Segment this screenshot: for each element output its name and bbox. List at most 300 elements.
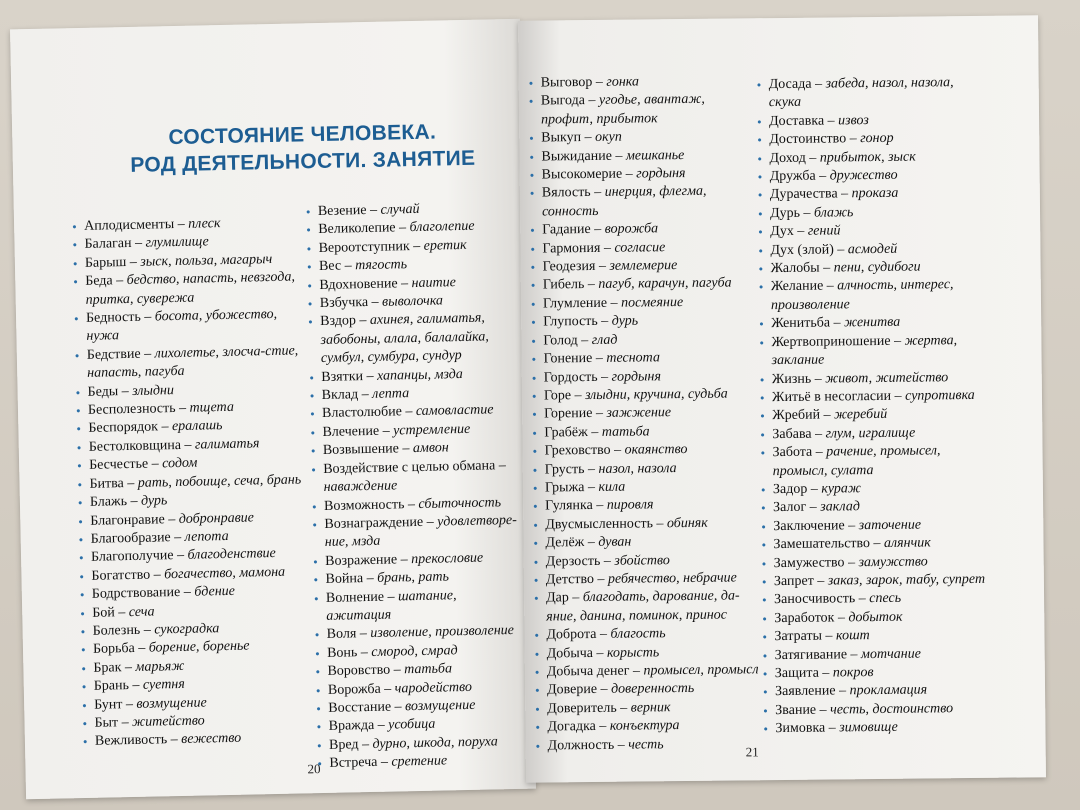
entry-definition: наваждение [323,478,398,496]
entry-term: Грыжа [544,480,585,496]
entry-definition: добыток [848,609,903,626]
entry-term: Болезнь [92,622,141,639]
entry-definition: угодье, авантаж, профит, прибыток [540,92,705,128]
entry-dash: – [170,529,185,546]
entry-dash: – [846,131,861,147]
entry-dash: – [823,278,838,295]
entry-term: Гулянка [545,498,593,514]
entry-definition: устремление [392,421,471,439]
entry-dash: – [404,496,419,512]
entry-dash: – [380,681,395,697]
entry-definition: сбыточность [418,494,502,512]
entry-definition: пагуб, карачун, пагуба [598,275,732,293]
entry-definition: лепота [184,528,229,545]
entry-definition: кила [598,479,626,495]
entry-dash: – [890,333,905,349]
glossary-entry [533,514,758,535]
glossary-entry [530,164,755,185]
entry-definition: прибыток, зыск [819,149,916,166]
entry-term: Взбучка [319,295,369,312]
entry-dash: – [807,481,822,497]
glossary-entry [312,512,523,553]
glossary-entry [531,312,756,333]
entry-dash: – [806,499,821,516]
page-number-left: 20 [307,761,321,777]
entry-dash: – [821,628,837,644]
glossary-entry [531,293,756,314]
entry-definition: гений [807,223,841,239]
glossary-column-3 [529,72,761,755]
entry-definition: лепта [372,386,410,402]
entry-definition: сретение [391,753,448,770]
entry-term: Бестолковщина [88,437,182,455]
entry-definition: благодать, дарование, да-яние, данина, поминок, принос [546,588,740,625]
entry-definition: женитва [844,315,901,331]
entry-term: Голод [543,332,578,349]
entry-definition: гордыня [611,368,662,385]
entry-term: Задор [772,481,808,498]
entry-term: Аплодисменты [83,217,175,234]
entry-dash: – [140,622,155,638]
entry-term: Бедность [85,309,141,326]
page-number-right: 21 [745,744,759,760]
entry-definition: назол, назола [598,460,677,477]
glossary-entry [529,127,754,148]
entry-dash: – [595,719,610,735]
entry-definition: рать, побоище, сеча, брань [137,472,302,491]
glossary-entry [760,387,990,408]
entry-definition: верник [630,699,671,716]
entry-term: Добыча денег [546,663,630,680]
entry-term: Досада [768,76,812,93]
entry-term: Гибель [542,277,585,293]
entry-definition: ахинея, галиматья, забобоны, алала, балалайка, сумбул, сумбура, сундур [320,310,489,367]
entry-dash: – [584,93,600,109]
entry-dash: – [131,236,146,252]
glossary-entry [761,534,991,555]
entry-dash: – [584,479,599,496]
entry-definition: бедство, напасть, невзгода, притка, сувережа [85,269,296,308]
entry-dash: – [815,168,830,184]
entry-definition: спесь [869,591,902,607]
glossary-entry [317,751,527,774]
entry-term: Глупость [543,314,598,330]
entry-dash: – [390,699,406,715]
entry-dash: – [652,515,668,532]
glossary-entry [530,220,755,241]
entry-definition: гонор [860,131,894,147]
entry-term: Вес [318,258,342,275]
entry-definition: галиматья [194,436,260,453]
entry-dash: – [811,426,826,442]
glossary-entry [763,718,993,739]
glossary-entry [762,626,992,647]
entry-dash: – [175,400,190,417]
glossary-entry [760,424,990,445]
entry-term: Воля [326,626,357,643]
entry-dash: – [174,216,189,233]
title-line-2: РОД ДЕЯТЕЛЬНОСТИ. ЗАНЯТИЕ [130,146,476,177]
entry-dash: – [629,663,644,679]
entry-term: Горе [543,388,572,404]
entry-definition: смород, смрад [371,642,458,660]
entry-term: Бунт [94,696,123,713]
entry-definition: еретик [423,237,467,254]
entry-dash: – [577,332,592,348]
entry-definition: гордыня [636,166,686,182]
entry-dash: – [869,536,885,552]
entry-definition: честь, достоинство [830,701,954,718]
entry-dash: – [584,461,599,477]
entry-definition: богачество, мамона [164,564,286,583]
entry-term: Затягивание [774,646,848,663]
entry-definition: пени, судибоги [833,259,921,276]
glossary-entry [536,735,761,756]
right-page [518,15,1046,782]
entry-term: Волнение [325,589,385,606]
entry-dash: – [819,260,834,276]
glossary-entry [535,661,760,682]
glossary-entry [529,72,754,93]
entry-dash: – [837,186,852,202]
entry-definition: усобица [388,717,436,734]
entry-dash: – [811,371,826,387]
glossary-entry [533,532,758,553]
entry-dash: – [150,567,165,583]
entry-definition: покров [832,665,874,681]
entry-definition: наитие [411,274,457,291]
entry-definition: глумилище [145,234,209,252]
entry-definition: изволение, произволение [370,623,515,642]
entry-term: Гадание [542,222,591,238]
entry-definition: зимовище [839,720,898,736]
entry-definition: мотчание [860,646,921,662]
glossary-entry [533,477,758,498]
entry-dash: – [596,682,612,698]
glossary-entry [762,608,992,629]
entry-dash: – [157,419,173,435]
entry-dash: – [422,514,438,530]
entry-definition: хапанцы, мзда [376,366,463,384]
entry-definition: замужство [858,554,928,570]
entry-dash: – [366,202,381,218]
entry-dash: – [114,604,129,620]
entry-definition: согласие [614,239,666,256]
entry-definition: марьяж [135,658,185,675]
entry-term: Богатство [91,567,151,584]
entry-term: Зимовка [775,720,826,737]
glossary-entry [763,700,993,721]
glossary-entry [532,440,757,461]
glossary-entry [530,238,755,259]
entry-definition: самовластие [415,402,494,420]
entry-dash: – [592,350,607,367]
entry-dash: – [358,736,373,753]
entry-dash: – [813,573,828,589]
entry-term: Греховство [544,442,611,459]
entry-dash: – [121,659,136,675]
entry-definition: случай [380,201,420,218]
entry-dash: – [824,113,839,129]
entry-dash: – [592,645,608,661]
entry-dash: – [398,441,414,457]
entry-dash: – [340,258,356,274]
entry-term: Бодрствование [91,585,181,602]
entry-dash: – [367,294,383,311]
entry-definition: брань, рать [376,569,450,586]
entry-dash: – [584,277,599,293]
glossary-entry [83,729,308,752]
entry-term: Выкуп [541,130,582,146]
entry-definition: заточение [858,517,922,533]
entry-definition: тягость [354,257,408,274]
entry-term: Брань [93,678,130,694]
entry-definition: заклад [820,499,860,515]
entry-definition: плеск [188,216,221,232]
entry-term: Барыш [84,254,127,271]
entry-dash: – [846,646,862,662]
entry-dash: – [358,386,373,403]
entry-dash: – [890,388,906,404]
entry-term: Глумление [542,295,608,312]
entry-dash: – [397,551,412,568]
entry-term: Женитьба [771,315,831,332]
entry-term: Догадка [547,719,596,735]
glossary-entry [758,203,988,224]
glossary-column-4 [757,74,994,739]
entry-term: Возможность [323,496,405,514]
glossary-entry [758,166,988,187]
entry-dash: – [173,548,188,564]
entry-definition: алчность, интерес, произволение [770,277,954,313]
entry-dash: – [568,590,583,606]
entry-definition: окаянство [624,442,688,458]
glossary-entry [533,496,758,517]
entry-term: Битва [89,475,124,492]
glossary-entry [758,239,988,260]
glossary-entry [311,457,522,498]
entry-term: Великолепие [318,220,396,238]
glossary-entry [529,146,754,167]
entry-dash: – [401,404,417,420]
entry-term: Вероотступник [318,238,410,256]
glossary-entry [532,385,757,406]
entry-definition: извоз [838,112,869,129]
entry-dash: – [614,737,629,753]
entry-definition: зыск, польза, магарыч [140,251,273,270]
entry-definition: бдение [194,583,236,600]
entry-term: Заключение [773,518,845,534]
entry-dash: – [362,368,378,384]
entry-term: Доверитель [547,700,617,717]
entry-term: Быт [94,715,119,731]
entry-dash: – [616,700,631,716]
entry-dash: – [180,584,195,601]
entry-dash: – [140,346,155,362]
entry-definition: забеда, назол, назола, скука [768,75,954,111]
glossary-entry [757,74,987,113]
entry-term: Вежливость [94,732,168,750]
entry-term: Беспорядок [88,419,159,437]
glossary-entry [308,309,519,369]
entry-dash: – [835,683,850,699]
entry-dash: – [592,406,607,422]
entry-term: Ворожба [327,681,381,698]
entry-definition: ералашь [171,418,223,435]
entry-definition: удовлетворе-ние, мзда [324,512,517,551]
entry-definition: тщета [189,399,235,416]
glossary-entry [757,111,987,132]
glossary-entry [534,569,759,590]
entry-term: Двусмысленность [545,516,654,533]
glossary-entry [761,479,991,500]
glossary-entry [757,129,987,150]
entry-dash: – [126,493,142,510]
entry-term: Вонь [326,645,358,661]
entry-term: Желание [770,279,824,295]
glossary-entry [535,680,760,701]
entry-definition: конъектура [609,718,680,735]
entry-definition: амвон [412,440,449,457]
entry-dash: – [581,130,596,146]
page-title [112,117,493,179]
entry-definition: честь [628,736,664,753]
glossary-entry [760,368,990,389]
entry-definition: благость [610,626,666,642]
entry-definition: возмущение [404,697,476,715]
glossary-entry [535,716,760,737]
entry-term: Дар [545,590,569,606]
entry-dash: – [570,387,586,404]
entry-dash: – [167,732,182,748]
entry-term: Брак [93,659,122,676]
entry-definition: суетня [142,677,185,693]
entry-dash: – [495,457,506,474]
entry-dash: – [362,570,378,587]
entry-dash: – [799,205,815,221]
entry-definition: дружество [829,167,898,184]
entry-dash: – [622,166,637,182]
entry-term: Вздор [320,313,357,330]
entry-definition: выволочка [381,293,444,310]
entry-definition: татьба [601,424,650,440]
entry-term: Запрет [773,573,814,590]
entry-term: Возражение [325,552,398,569]
entry-definition: прекословие [411,550,484,567]
glossary-entry [75,342,301,384]
entry-dash: – [357,644,372,661]
left-page [10,19,536,800]
entry-dash: – [374,718,389,734]
entry-definition: татьба [404,661,453,678]
entry-term: Возвышение [322,441,400,459]
glossary-entry [535,698,760,719]
entry-term: Балаган [84,236,132,253]
entry-term: Вред [328,737,359,753]
entry-definition: блажь [813,205,854,221]
entry-dash: – [590,222,605,238]
entry-dash: – [377,754,392,771]
glossary-entry [759,332,989,371]
entry-dash: – [818,665,833,681]
glossary-entry [763,663,993,684]
entry-dash: – [383,588,399,605]
entry-dash: – [356,626,371,642]
entry-definition: злыдни [132,382,175,399]
entry-term: Благообразие [90,530,171,547]
entry-definition: дурно, шкода, поруха [372,734,498,752]
entry-definition: глум, игралище [825,425,916,442]
entry-dash: – [600,553,615,569]
entry-dash: – [140,309,155,325]
glossary-entry [531,256,756,277]
entry-dash: – [830,315,845,331]
entry-term: Властолюбие [321,404,403,422]
entry-term: Воровство [327,662,391,680]
glossary-entry [314,585,525,626]
entry-definition: доверенность [610,681,695,698]
entry-term: Жертвоприношение [771,333,891,350]
entry-term: Дурь [769,205,801,221]
entry-term: Везение [317,202,367,220]
entry-definition: дурь [611,313,639,330]
entry-term: Заносчивость [774,591,856,608]
entry-term: Дурачества [769,186,838,203]
entry-definition: окуп [595,129,622,146]
entry-definition: босота, убожество, нужа [86,306,278,345]
entry-term: Гордость [543,369,598,385]
entry-term: Залог [773,500,807,516]
entry-dash: – [819,407,835,423]
entry-term: Жребий [772,407,821,424]
entry-term: Доход [769,150,806,166]
glossary-entry [762,571,992,592]
entry-definition: глад [591,332,618,348]
entry-definition: корысть [606,644,660,661]
entry-definition: теснота [606,350,661,366]
entry-dash: – [180,437,196,453]
entry-dash: – [123,475,138,491]
entry-term: Грусть [544,461,585,478]
entry-definition: злыдни, кручина, судьба [584,386,728,403]
entry-dash: – [855,591,870,607]
entry-term: Делёж [545,535,585,551]
entry-definition: шатание, ажитация [326,587,457,624]
entry-dash: – [825,720,840,736]
entry-dash: – [812,444,827,460]
entry-term: Высокомерие [541,166,623,183]
entry-term: Должность [547,737,615,754]
glossary-column-1 [72,213,308,751]
entry-term: Затраты [774,628,823,645]
glossary-entry [758,221,988,242]
entry-term: Жалобы [770,260,820,277]
entry-dash: – [597,369,612,385]
entry-dash: – [595,258,610,275]
entry-definition: чародейство [394,679,473,697]
entry-term: Борьба [92,641,135,658]
entry-term: Дух [770,224,794,240]
glossary-entry [759,258,989,279]
entry-definition: кураж [821,481,861,497]
glossary-entry [532,404,757,425]
entry-term: Выжидание [541,148,612,165]
entry-dash: – [378,423,394,439]
glossary-entry [73,269,299,311]
entry-term: Благонравие [90,511,165,529]
entry-definition: сукоградка [154,621,220,638]
glossary-entry [74,305,300,347]
